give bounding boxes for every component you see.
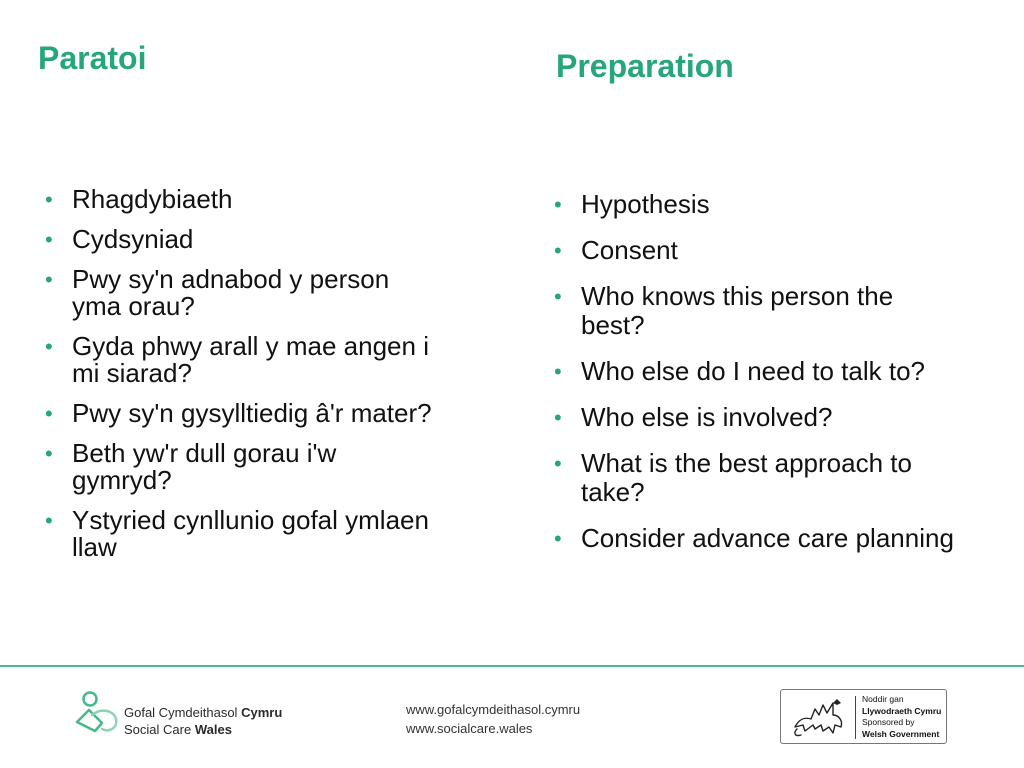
bullet-icon: •: [45, 401, 53, 426]
website-link-english[interactable]: www.socialcare.wales: [406, 721, 533, 736]
list-item: [554, 356, 961, 386]
brand-english-bold: Wales: [194, 722, 232, 737]
brand-english-prefix: Social Care: [124, 722, 192, 737]
list-item-text: Who else do I need to talk to?: [581, 356, 925, 386]
brand-name-english: [124, 721, 282, 738]
bullet-icon: •: [45, 441, 53, 466]
sponsor-text: [862, 694, 941, 740]
bullet-icon: •: [45, 267, 53, 292]
bullet-icon: •: [554, 192, 562, 217]
sponsor-welsh-line2: Llywodraeth Cymru: [862, 705, 942, 716]
bullet-icon: •: [554, 451, 562, 476]
bullet-icon: •: [554, 405, 562, 430]
list-item-text: Beth yw'r dull gorau i'w gymryd?: [72, 438, 337, 495]
list-item: [45, 438, 432, 495]
list-item-text: Pwy sy'n gysylltiedig â'r mater?: [72, 398, 432, 428]
sponsor-english-line1: Sponsored by: [862, 717, 915, 727]
bullet-icon: •: [554, 284, 562, 309]
page-title-welsh: Paratoi: [38, 40, 147, 76]
list-item-text: What is the best approach to take?: [581, 448, 912, 507]
bullet-icon: •: [45, 508, 53, 533]
list-item-text: Consider advance care planning: [581, 523, 954, 553]
list-item-text: Consent: [581, 235, 678, 265]
bullet-icon: •: [45, 227, 53, 252]
list-item-text: Hypothesis: [581, 189, 710, 219]
list-item-text: Who knows this person the best?: [581, 281, 894, 340]
list-item: [554, 402, 961, 432]
footer-divider: [0, 665, 1024, 667]
bullet-list-welsh: [45, 184, 432, 574]
bullet-icon: •: [554, 526, 562, 551]
list-item: [45, 398, 432, 428]
list-item: [45, 224, 432, 254]
welsh-dragon-icon: [789, 695, 849, 739]
list-item-text: Gyda phwy arall y mae angen i mi siarad?: [72, 331, 429, 388]
bullet-icon: •: [45, 334, 53, 359]
bullet-icon: •: [554, 359, 562, 384]
brand-name: [124, 704, 282, 738]
sponsor-separator: [855, 696, 856, 739]
sponsor-welsh-line1: Noddir gan: [862, 694, 904, 704]
sponsor-badge: [780, 689, 947, 744]
list-item: [554, 448, 961, 507]
brand-welsh-bold: Cymru: [241, 705, 283, 720]
list-item: [45, 184, 432, 214]
list-item-text: Rhagdybiaeth: [72, 184, 233, 214]
list-item-text: Who else is involved?: [581, 402, 833, 432]
brand-welsh-prefix: Gofal Cymdeithasol: [124, 705, 238, 720]
list-item: [45, 331, 432, 388]
website-link-welsh[interactable]: www.gofalcymdeithasol.cymru: [406, 702, 581, 717]
list-item: [554, 189, 961, 219]
list-item: [554, 523, 961, 553]
list-item: [554, 235, 961, 265]
page-title-english: Preparation: [556, 48, 734, 84]
list-item: [554, 281, 961, 340]
list-item-text: Pwy sy'n adnabod y person yma orau?: [72, 264, 390, 321]
bullet-list-english: [554, 189, 961, 570]
brand-name-welsh: [124, 704, 282, 721]
footer-links: [406, 700, 580, 738]
list-item: [45, 505, 432, 562]
bullet-icon: •: [45, 187, 53, 212]
sponsor-english-line2: Welsh Government: [862, 728, 940, 739]
bullet-icon: •: [554, 238, 562, 263]
list-item-text: Cydsyniad: [72, 224, 194, 254]
social-care-wales-logo-icon: [74, 690, 122, 738]
list-item-text: Ystyried cynllunio gofal ymlaen llaw: [72, 505, 429, 562]
list-item: [45, 264, 432, 321]
